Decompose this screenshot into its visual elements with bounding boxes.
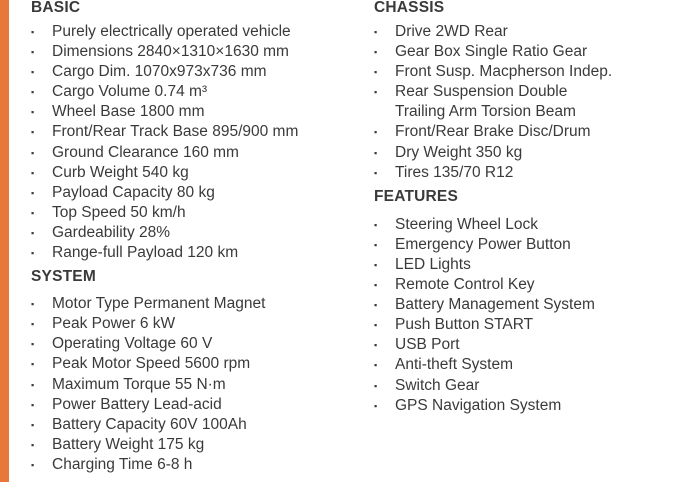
bullet-icon: ▪: [31, 339, 35, 350]
bullet-icon: ▪: [31, 147, 35, 158]
list-item: ▪ Push Button START: [374, 315, 694, 335]
bullet-icon: ▪: [374, 127, 378, 138]
list-item: ▪ Operating Voltage 60 V: [31, 334, 361, 354]
list-item: ▪ Steering Wheel Lock: [374, 215, 694, 235]
bullet-icon: ▪: [374, 320, 378, 331]
bullet-icon: ▪: [374, 67, 378, 78]
list-item: ▪ Charging Time 6-8 h: [31, 455, 361, 475]
list-item: ▪ Remote Control Key: [374, 275, 694, 295]
bullet-icon: ▪: [31, 47, 35, 58]
list-item: ▪ Battery Management System: [374, 295, 694, 315]
bullet-icon: ▪: [31, 319, 35, 330]
list-item: ▪ Front/Rear Brake Disc/Drum: [374, 122, 694, 142]
list-item: ▪ Cargo Dim. 1070x973x736 mm: [31, 62, 361, 82]
bullet-icon: ▪: [31, 299, 35, 310]
list-item: ▪ Battery Capacity 60V 100Ah: [31, 415, 361, 435]
right-column: [374, 0, 694, 416]
features-heading: FEATURES: [374, 187, 458, 205]
bullet-icon: ▪: [31, 27, 35, 37]
bullet-icon: ▪: [31, 227, 35, 238]
bullet-icon: ▪: [374, 87, 378, 98]
bullet-icon: ▪: [374, 27, 378, 37]
list-item: ▪ Anti-theft System: [374, 355, 694, 375]
list-item: ▪ Top Speed 50 km/h: [31, 203, 361, 223]
list-item: ▪ Power Battery Lead-acid: [31, 395, 361, 415]
list-item: ▪ Front Susp. Macpherson Indep.: [374, 62, 694, 82]
list-item: ▪ Purely electrically operated vehicle: [31, 22, 361, 42]
bullet-icon: ▪: [374, 259, 378, 270]
bullet-icon: ▪: [31, 107, 35, 118]
list-item: ▪ Motor Type Permanent Magnet: [31, 294, 361, 314]
list-item: ▪ GPS Navigation System: [374, 396, 694, 416]
basic-heading: BASIC: [31, 0, 81, 16]
bullet-icon: ▪: [31, 167, 35, 178]
list-item: ▪ Switch Gear: [374, 376, 694, 396]
bullet-icon: ▪: [31, 459, 35, 470]
bullet-icon: ▪: [31, 127, 35, 138]
list-item: ▪ LED Lights: [374, 255, 694, 275]
list-item: ▪ Cargo Volume 0.74 m³: [31, 82, 361, 102]
list-item: ▪ Maximum Torque 55 N·m: [31, 375, 361, 395]
list-item: ▪ Emergency Power Button: [374, 235, 694, 255]
list-item: ▪ Range-full Payload 120 km: [31, 243, 361, 263]
bullet-icon: ▪: [374, 400, 378, 411]
basic-list: [31, 22, 361, 263]
bullet-icon: ▪: [31, 379, 35, 390]
bullet-icon: ▪: [374, 147, 378, 158]
chassis-list: [374, 22, 694, 183]
system-heading: SYSTEM: [31, 268, 96, 286]
bullet-icon: ▪: [31, 187, 35, 198]
bullet-icon: ▪: [374, 167, 378, 178]
bullet-icon: ▪: [31, 207, 35, 218]
bullet-icon: ▪: [374, 47, 378, 58]
list-item: ▪ Front/Rear Track Base 895/900 mm: [31, 122, 361, 142]
bullet-icon: ▪: [31, 439, 35, 450]
list-item: ▪ USB Port: [374, 335, 694, 355]
accent-bar: [0, 0, 9, 482]
bullet-icon: ▪: [31, 67, 35, 78]
bullet-icon: ▪: [374, 239, 378, 250]
left-column: [31, 0, 361, 475]
list-item: ▪ Gear Box Single Ratio Gear: [374, 42, 694, 62]
list-item: ▪ Tires 135/70 R12: [374, 163, 694, 183]
list-item: ▪ Ground Clearance 160 mm: [31, 143, 361, 163]
bullet-icon: ▪: [374, 360, 378, 371]
list-item: ▪ Dry Weight 350 kg: [374, 143, 694, 163]
list-item: ▪ Gardeability 28%: [31, 223, 361, 243]
bullet-icon: ▪: [374, 300, 378, 311]
list-item: ▪ Battery Weight 175 kg: [31, 435, 361, 455]
list-item: ▪ Drive 2WD Rear: [374, 22, 694, 42]
chassis-heading: CHASSIS: [374, 0, 445, 16]
bullet-icon: ▪: [31, 359, 35, 370]
bullet-icon: ▪: [31, 248, 35, 259]
bullet-icon: ▪: [374, 340, 378, 351]
system-list: [31, 294, 361, 475]
bullet-icon: ▪: [374, 280, 378, 291]
list-item: ▪ Payload Capacity 80 kg: [31, 183, 361, 203]
bullet-icon: ▪: [374, 380, 378, 391]
list-item: ▪ Curb Weight 540 kg: [31, 163, 361, 183]
bullet-icon: ▪: [31, 419, 35, 430]
list-item: ▪ Wheel Base 1800 mm: [31, 102, 361, 122]
bullet-icon: ▪: [31, 87, 35, 98]
bullet-icon: ▪: [374, 219, 378, 230]
list-item: ▪ Peak Motor Speed 5600 rpm: [31, 354, 361, 374]
list-item: ▪ Peak Power 6 kW: [31, 314, 361, 334]
bullet-icon: ▪: [31, 399, 35, 410]
list-item: ▪ Dimensions 2840×1310×1630 mm: [31, 42, 361, 62]
features-list: [374, 215, 694, 416]
list-item: ▪ Rear Suspension Double Trailing Arm Torsion Beam: [374, 83, 576, 121]
